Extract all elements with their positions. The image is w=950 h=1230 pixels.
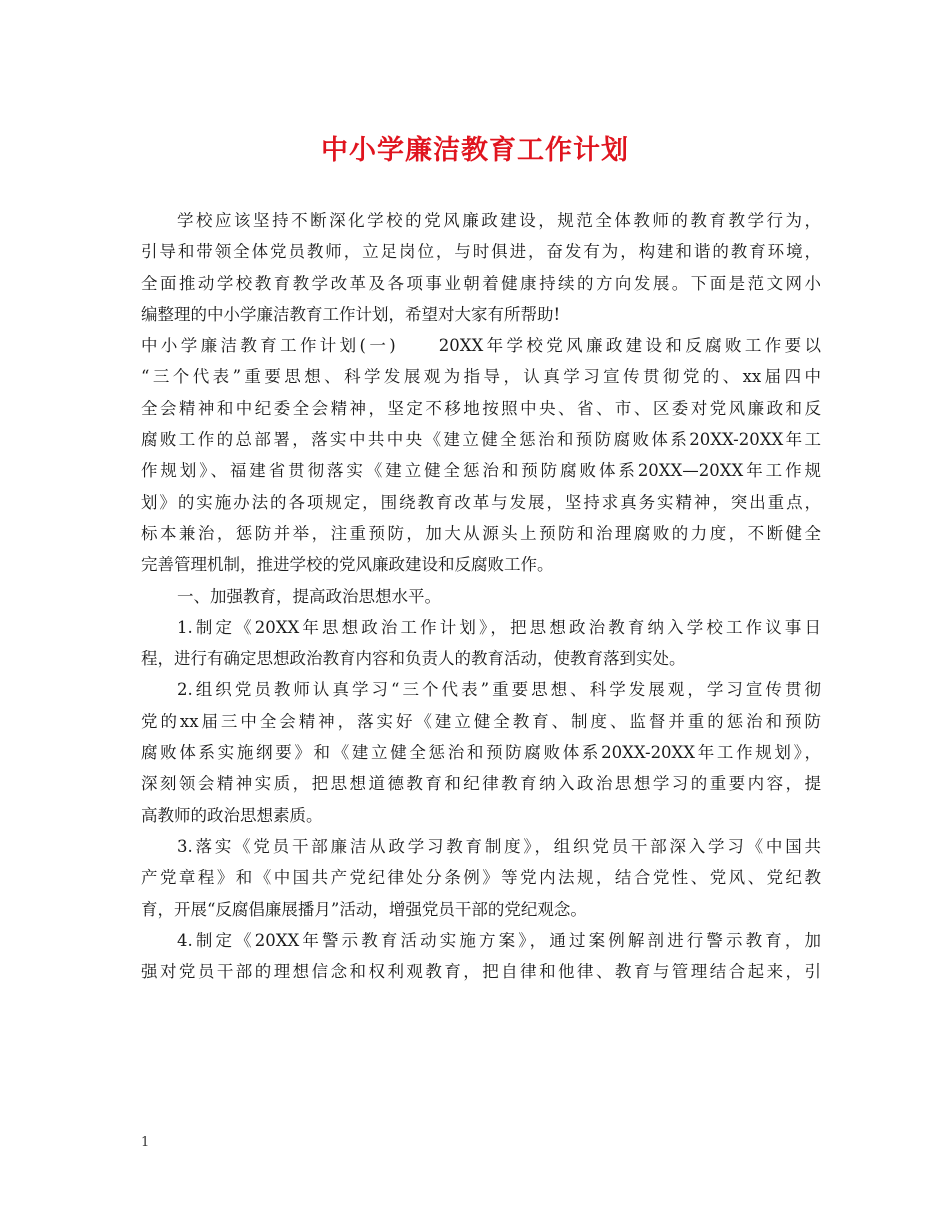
- text-line: 全会精神和中纪委全会精神，坚定不移地按照中央、省、市、区委对党风廉政和反: [141, 398, 821, 418]
- text-line: 引导和带领全体党员教师，立足岗位，与时俱进，奋发有为，构建和谐的教育环境，: [141, 242, 821, 262]
- text-line: 腐败体系实施纲要》和《建立健全惩治和预防腐败体系20XX-20XX年工作规划》，: [141, 743, 821, 763]
- text-line: 标本兼治，惩防并举，注重预防，加大从源头上预防和治理腐败的力度，不断健全: [141, 523, 821, 543]
- text-line: 2.组织党员教师认真学习“三个代表”重要思想、科学发展观，学习宣传贯彻: [177, 680, 821, 700]
- text-line: 3.落实《党员干部廉洁从政学习教育制度》，组织党员干部深入学习《中国共: [177, 836, 821, 856]
- text-line: 编整理的中小学廉洁教育工作计划，希望对大家有所帮助!: [141, 304, 561, 324]
- text-line: “三个代表”重要思想、科学发展观为指导，认真学习宣传贯彻党的、xx届四中: [141, 367, 821, 387]
- document-body: [141, 205, 821, 987]
- text-line: 全面推动学校教育教学改革及各项事业朝着健康持续的方向发展。下面是范文网小: [141, 273, 821, 293]
- text-line: 完善管理机制，推进学校的党风廉政建设和反腐败工作。: [141, 555, 554, 575]
- text-line: 育，开展“反腐倡廉展播月”活动，增强党员干部的党纪观念。: [141, 899, 587, 919]
- text-line: 深刻领会精神实质，把思想道德教育和纪律教育纳入政治思想学习的重要内容，提: [141, 774, 821, 794]
- text-line: 高教师的政治思想素质。: [141, 805, 323, 825]
- document-title: 中小学廉洁教育工作计划: [321, 135, 629, 166]
- text-line: 中小学廉洁教育工作计划(一) 20XX年学校党风廉政建设和反腐败工作要以: [141, 336, 821, 356]
- page-number: 1: [141, 1135, 150, 1150]
- text-line: 党的xx届三中全会精神，落实好《建立健全教育、制度、监督并重的惩治和预防: [141, 711, 821, 731]
- text-line: 作规划》、福建省贯彻落实《建立健全惩治和预防腐败体系20XX—20XX年工作规: [141, 461, 821, 481]
- text-line: 程，进行有确定思想政治教育内容和负责人的教育活动，使教育落到实处。: [141, 649, 686, 669]
- text-line: 划》的实施办法的各项规定，围绕教育改革与发展，坚持求真务实精神，突出重点，: [141, 492, 821, 512]
- text-line: 产党章程》和《中国共产党纪律处分条例》等党内法规，结合党性、党风、党纪教: [141, 868, 821, 888]
- text-line: 4.制定《20XX年警示教育活动实施方案》，通过案例解剖进行警示教育，加: [177, 930, 821, 950]
- text-line: 腐败工作的总部署，落实中共中央《建立健全惩治和预防腐败体系20XX-20XX年工: [141, 430, 821, 450]
- text-line: 一、加强教育，提高政治思想水平。: [177, 586, 441, 606]
- text-line: 学校应该坚持不断深化学校的党风廉政建设，规范全体教师的教育教学行为，: [177, 211, 821, 230]
- text-line: 强对党员干部的理想信念和权利观教育，把自律和他律、教育与管理结合起来，引: [141, 962, 821, 982]
- text-line: 1.制定《20XX年思想政治工作计划》，把思想政治教育纳入学校工作议事日: [177, 617, 821, 637]
